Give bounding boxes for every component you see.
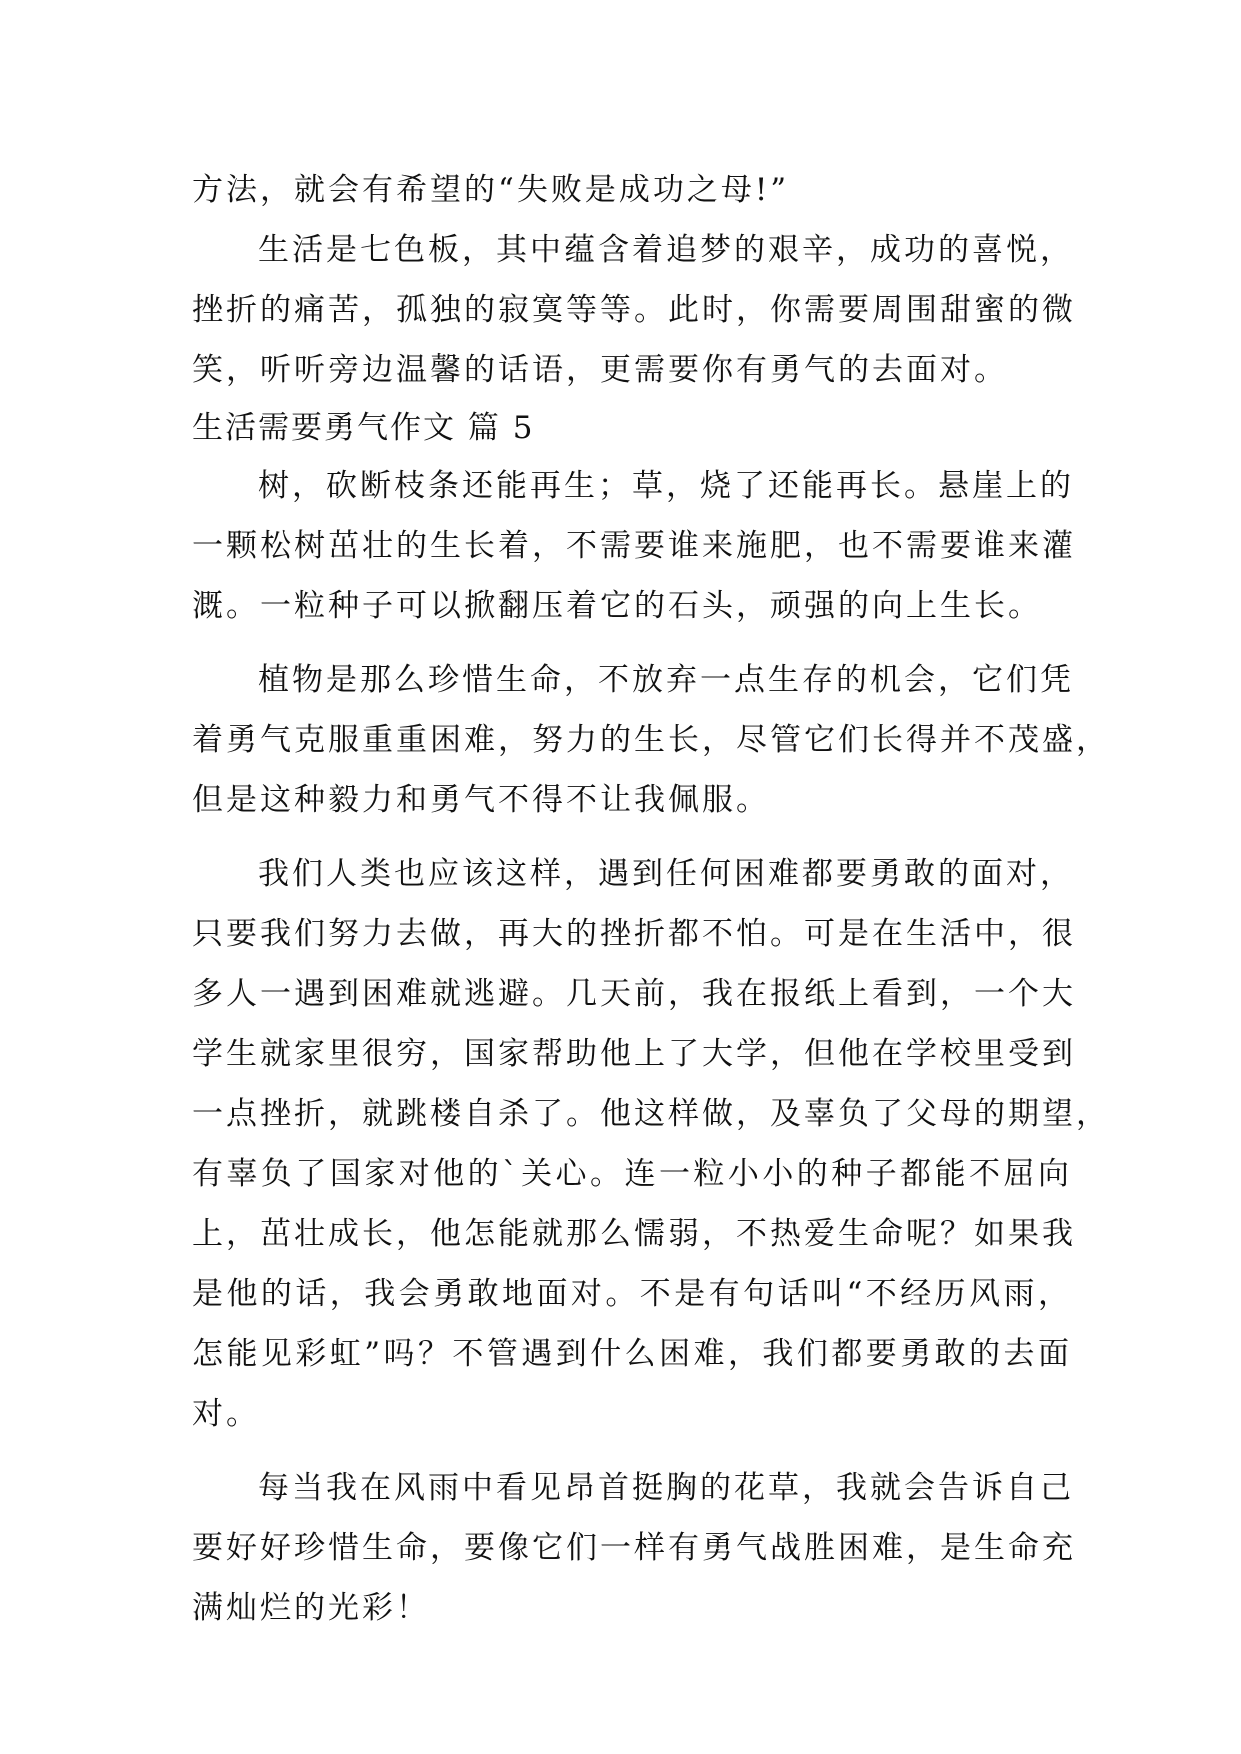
text-line: 有辜负了国家对他的`关心。连一粒小小的种子都能不屈向 bbox=[192, 1156, 1072, 1192]
text-line: 多人一遇到困难就逃避。几天前，我在报纸上看到，一个大 bbox=[192, 976, 1076, 1012]
paragraph-3 bbox=[192, 844, 1110, 1444]
text-line: 学生就家里很穷，国家帮助他上了大学，但他在学校里受到 bbox=[192, 1036, 1076, 1072]
document-page bbox=[192, 160, 1110, 1638]
paragraph-spacer bbox=[192, 1444, 1072, 1458]
text-line: 生活是七色板，其中蕴含着追梦的艰辛，成功的喜悦， bbox=[258, 232, 1074, 268]
text-line: 每当我在风雨中看见昂首挺胸的花草，我就会告诉自己 bbox=[258, 1470, 1074, 1506]
paragraph-continuation bbox=[192, 160, 1072, 220]
paragraph-intro bbox=[192, 220, 1076, 400]
text-line: 一颗松树茁壮的生长着，不需要谁来施肥，也不需要谁来灌 bbox=[192, 528, 1076, 564]
text-line: 溉。一粒种子可以掀翻压着它的石头，顽强的向上生长。 bbox=[192, 588, 1042, 624]
text-line: 方法，就会有希望的“失败是成功之母!” bbox=[192, 172, 790, 208]
section-heading: 生活需要勇气作文 篇 5 bbox=[192, 410, 535, 446]
paragraph-4 bbox=[192, 1458, 1076, 1638]
text-line: 怎能见彩虹”吗？不管遇到什么困难，我们都要勇敢的去面 bbox=[192, 1336, 1072, 1372]
paragraph-spacer bbox=[192, 830, 1072, 844]
text-line: 要好好珍惜生命，要像它们一样有勇气战胜困难，是生命充 bbox=[192, 1530, 1076, 1566]
text-line: 着勇气克服重重困难，努力的生长，尽管它们长得并不茂盛， bbox=[192, 722, 1110, 758]
text-line: 我们人类也应该这样，遇到任何困难都要勇敢的面对， bbox=[258, 856, 1074, 892]
text-line: 是他的话，我会勇敢地面对。不是有句话叫“不经历风雨， bbox=[192, 1276, 1072, 1312]
paragraph-1 bbox=[192, 456, 1076, 636]
text-line: 上，茁壮成长，他怎能就那么懦弱，不热爱生命呢？如果我 bbox=[192, 1216, 1076, 1252]
paragraph-2 bbox=[192, 650, 1110, 830]
text-line: 对。 bbox=[192, 1396, 260, 1432]
paragraph-spacer bbox=[192, 636, 1072, 650]
text-line: 挫折的痛苦，孤独的寂寞等等。此时，你需要周围甜蜜的微 bbox=[192, 292, 1076, 328]
text-line: 只要我们努力去做，再大的挫折都不怕。可是在生活中，很 bbox=[192, 916, 1076, 952]
text-line: 但是这种毅力和勇气不得不让我佩服。 bbox=[192, 782, 770, 818]
text-line: 植物是那么珍惜生命，不放弃一点生存的机会，它们凭 bbox=[258, 662, 1074, 698]
text-line: 一点挫折，就跳楼自杀了。他这样做，及辜负了父母的期望， bbox=[192, 1096, 1110, 1132]
text-line: 满灿烂的光彩！ bbox=[192, 1590, 430, 1626]
text-line: 树，砍断枝条还能再生；草，烧了还能再长。悬崖上的 bbox=[258, 468, 1074, 504]
text-line: 笑，听听旁边温馨的话语，更需要你有勇气的去面对。 bbox=[192, 352, 1008, 388]
